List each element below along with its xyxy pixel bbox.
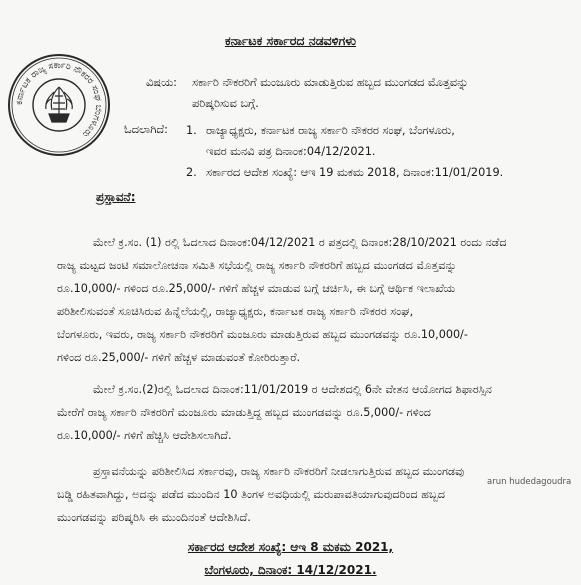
association-seal [6,52,112,158]
paragraph-line: ರೂ.10,000/- ಗಳಿಗೆ ಹೆಚ್ಚಿಸಿ ಆದೇಶಿಸಲಾಗಿದೆ. [57,429,232,442]
paragraph-line: ರೂ.10,000/- ಗಳಿಂದ ರೂ.25,000/- ಗಳಿಗೆ ಹೆಚ್ಚಳ ಮಾಡುವ ಬಗ್ಗೆ ಚರ್ಚಿಸಿ, ಈ ಬಗ್ಗೆ ಆರ್ಥಿಕ ಇಲಾಖೆಯ [57,282,456,295]
preamble-heading: ಪ್ರಸ್ತಾವನೆ: [96,190,136,204]
paragraph-line: ಬೆಂಗಳೂರು, ಇವರು, ರಾಜ್ಯ ಸರ್ಕಾರಿ ನೌಕರರಿಗೆ ಮಂಜೂರು ಮಾಡುತ್ತಿರುವ ಹಬ್ಬದ ಮುಂಗಡವನ್ನು ರೂ.10,000/- [57,328,468,341]
paragraph-line: ಮೇಲೆ ಕ್ರ.ಸಂ. (1) ರಲ್ಲಿ ಓದಲಾದ ದಿನಾಂಕ:04/12/2021 ರ ಪತ್ರದಲ್ಲಿ ದಿನಾಂಕ:28/10/2021 ರಂದು ನಡೆದ [93,236,507,249]
preamble-paragraph-1 [57,231,567,369]
paragraph-line: ಬಡ್ಡಿ ರಹಿತವಾಗಿದ್ದು, ಅದನ್ನು ಪಡೆದ ಮುಂದಿನ 10 ತಿಂಗಳ ಅವಧಿಯಲ್ಲಿ ಮರುಪಾವತಿಯಾಗುವುದರಿಂದ ಹಬ್ಬದ [57,488,446,501]
paragraph-line: ರಾಜ್ಯ ಮಟ್ಟದ ಜಂಟಿ ಸಮಾಲೋಚನಾ ಸಮಿತಿ ಸಭೆಯಲ್ಲಿ ರಾಜ್ಯ ಸರ್ಕಾರಿ ನೌಕರರಿಗೆ ಹಬ್ಬದ ಮುಂಗಡದ ಮೊತ್ತವನ್ನು [57,259,457,272]
paragraph-line: ಮೇಲೆ ಕ್ರ.ಸಂ.(2)ರಲ್ಲಿ ಓದಲಾದ ದಿನಾಂಕ:11/01/2019 ರ ಆದೇಶದಲ್ಲಿ 6ನೇ ವೇತನ ಆಯೋಗದ ಶಿಫಾರಸ್ಸಿನ [93,383,492,396]
document-title: ಕರ್ನಾಟಕ ಸರ್ಕಾರದ ನಡವಳಿಗಳು [224,33,357,48]
subject-label: ವಿಷಯ: [146,76,177,89]
order-place-date: ಬೆಂಗಳೂರು, ದಿನಾಂಕ: 14/12/2021. [204,563,377,577]
reference-text [206,162,556,183]
reference-line: ರಾಜ್ಯಾಧ್ಯಕ್ಷರು, ಕರ್ನಾಟಕ ರಾಜ್ಯ ಸರ್ಕಾರಿ ನೌಕರರ ಸಂಘ, ಬೆಂಗಳೂರು, [206,124,455,137]
paragraph-line: ಮುಂಗಡವನ್ನು ಪರಿಷ್ಕರಿಸಿ ಈ ಮುಂದಿನಂತೆ ಆದೇಶಿಸಿದೆ. [57,511,251,524]
seal-ring-text: ಕರ್ನಾಟಕ ರಾಜ್ಯ ಸರ್ಕಾರಿ ನೌಕರರ ಸಂಘ ಬೆಂಗಳೂರು [14,60,104,139]
subject-text [192,72,562,114]
paragraph-line: ಪ್ರಸ್ತಾವನೆಯನ್ನು ಪರಿಶೀಲಿಸಿದ ಸರ್ಕಾರವು, ರಾಜ್ಯ ಸರ್ಕಾರಿ ನೌಕರರಿಗೆ ನೀಡಲಾಗುತ್ತಿರುವ ಹಬ್ಬದ ಮುಂಗಡವು [93,465,465,478]
references-label: ಓದಲಾಗಿದೆ: [124,123,168,136]
paragraph-line: ಮೇರೆಗೆ ರಾಜ್ಯ ಸರ್ಕಾರಿ ನೌಕರರಿಗೆ ಮಂಜೂರು ಮಾಡುತ್ತಿದ್ದ ಹಬ್ಬದ ಮುಂಗಡವನ್ನು ರೂ.5,000/- ಗಳಿಂದ [57,406,432,419]
paragraph-line: ಗಳಿಂದ ರೂ.25,000/- ಗಳಿಗೆ ಹೆಚ್ಚಳ ಮಾಡುವಂತೆ ಕೋರಿರುತ್ತಾರೆ. [57,351,301,364]
preamble-paragraph-3 [57,460,567,529]
reference-number: 2. [186,166,197,179]
watermark-text: arun hudedagoudra [487,477,572,487]
reference-text [206,120,556,162]
reference-number: 1. [186,124,197,137]
subject-line: ಪರಿಷ್ಕರಿಸುವ ಬಗ್ಗೆ. [192,97,259,110]
paragraph-line: ಪರಿಶೀಲಿಸುವಂತೆ ಸೂಚಿಸಿರುವ ಹಿನ್ನೆಲೆಯಲ್ಲಿ, ರಾಜ್ಯಾಧ್ಯಕ್ಷರು, ಕರ್ನಾಟಕ ರಾಜ್ಯ ಸರ್ಕಾರಿ ನೌಕರರ ಸಂಘ, [57,305,414,318]
subject-line: ಸರ್ಕಾರಿ ನೌಕರರಿಗೆ ಮಂಜೂರು ಮಾಡುತ್ತಿರುವ ಹಬ್ಬದ ಮುಂಗಡದ ಮೊತ್ತವನ್ನು [192,76,469,89]
reference-line: ಸರ್ಕಾರದ ಆದೇಶ ಸಂಖ್ಯೆ: ಆಇ 19 ಮಕಮ 2018, ದಿನಾಂಕ:11/01/2019. [206,166,504,179]
reference-line: ಇವರ ಮನವಿ ಪತ್ರ ದಿನಾಂಕ:04/12/2021. [206,145,376,158]
preamble-paragraph-2 [57,378,567,447]
order-number: ಸರ್ಕಾರದ ಆದೇಶ ಸಂಖ್ಯೆ: ಆಇ 8 ಮಕಮ 2021, [187,540,394,554]
